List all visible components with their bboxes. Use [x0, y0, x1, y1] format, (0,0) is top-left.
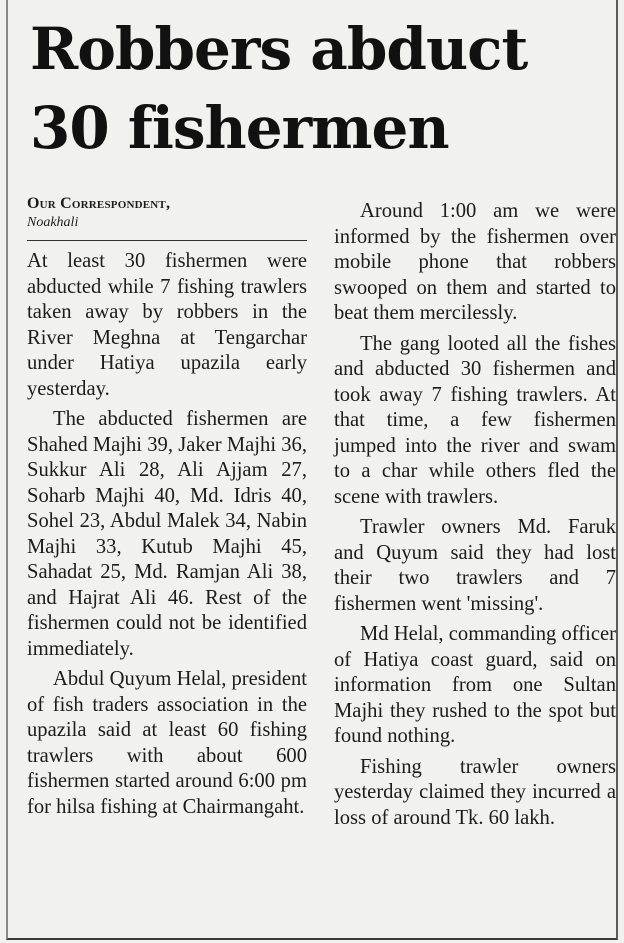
- paragraph: At least 30 fishermen were abducted while 7 fishing trawlers taken away by robbers in the River Meghna at Tengarchar under Hatiya upazila early yesterday.: [27, 250, 307, 400]
- byline-rule: [27, 240, 307, 241]
- left-column: [27, 195, 307, 825]
- paragraph: Fishing trawler owners yesterday claimed they incurred a loss of around Tk. 60 lakh.: [334, 755, 616, 829]
- newspaper-clipping: [6, 0, 618, 940]
- paragraph: Abdul Quyum Helal, president of fish traders association in the upazila said at least 60 fishing trawlers with about 600 fishermen started around 6:00 pm for hilsa fishing at Chairmangaht.: [27, 668, 307, 818]
- byline: Our Correspondent,: [27, 195, 171, 212]
- paragraph: Around 1:00 am we were informed by the fishermen over mobile phone that robbers swooped on them and started to beat them mercilessly.: [334, 200, 616, 324]
- right-column: [334, 199, 616, 836]
- paragraph: The gang looted all the fishes and abducted 30 fishermen and took away 7 fishing trawlers. At that time, a few fishermen jumped into the river and swam to a char while others fled the scene with trawlers.: [334, 332, 616, 508]
- paragraph: Trawler owners Md. Faruk and Quyum said they had lost their two trawlers and 7 fishermen went 'missing'.: [334, 516, 616, 615]
- paragraph: The abducted fishermen are Shahed Majhi 39, Jaker Majhi 36, Sukkur Ali 28, Ali Ajjam 27, Soharb Majhi 40, Md. Idris 40, Sohel 23, Abdul Malek 34, Nabin Majhi 33, Kutub Majhi 45, Sahadat 25, Md. Ramjan Ali 38, and Hajrat Ali 46. Rest of the fishermen could not be identified immediately.: [27, 408, 307, 660]
- headline: Robbers abduct 30 fishermen: [30, 15, 528, 162]
- dateline: Noakhali: [27, 215, 79, 230]
- paragraph: Md Helal, commanding officer of Hatiya coast guard, said on information from one Sultan Majhi they rushed to the spot but found nothing.: [334, 623, 616, 747]
